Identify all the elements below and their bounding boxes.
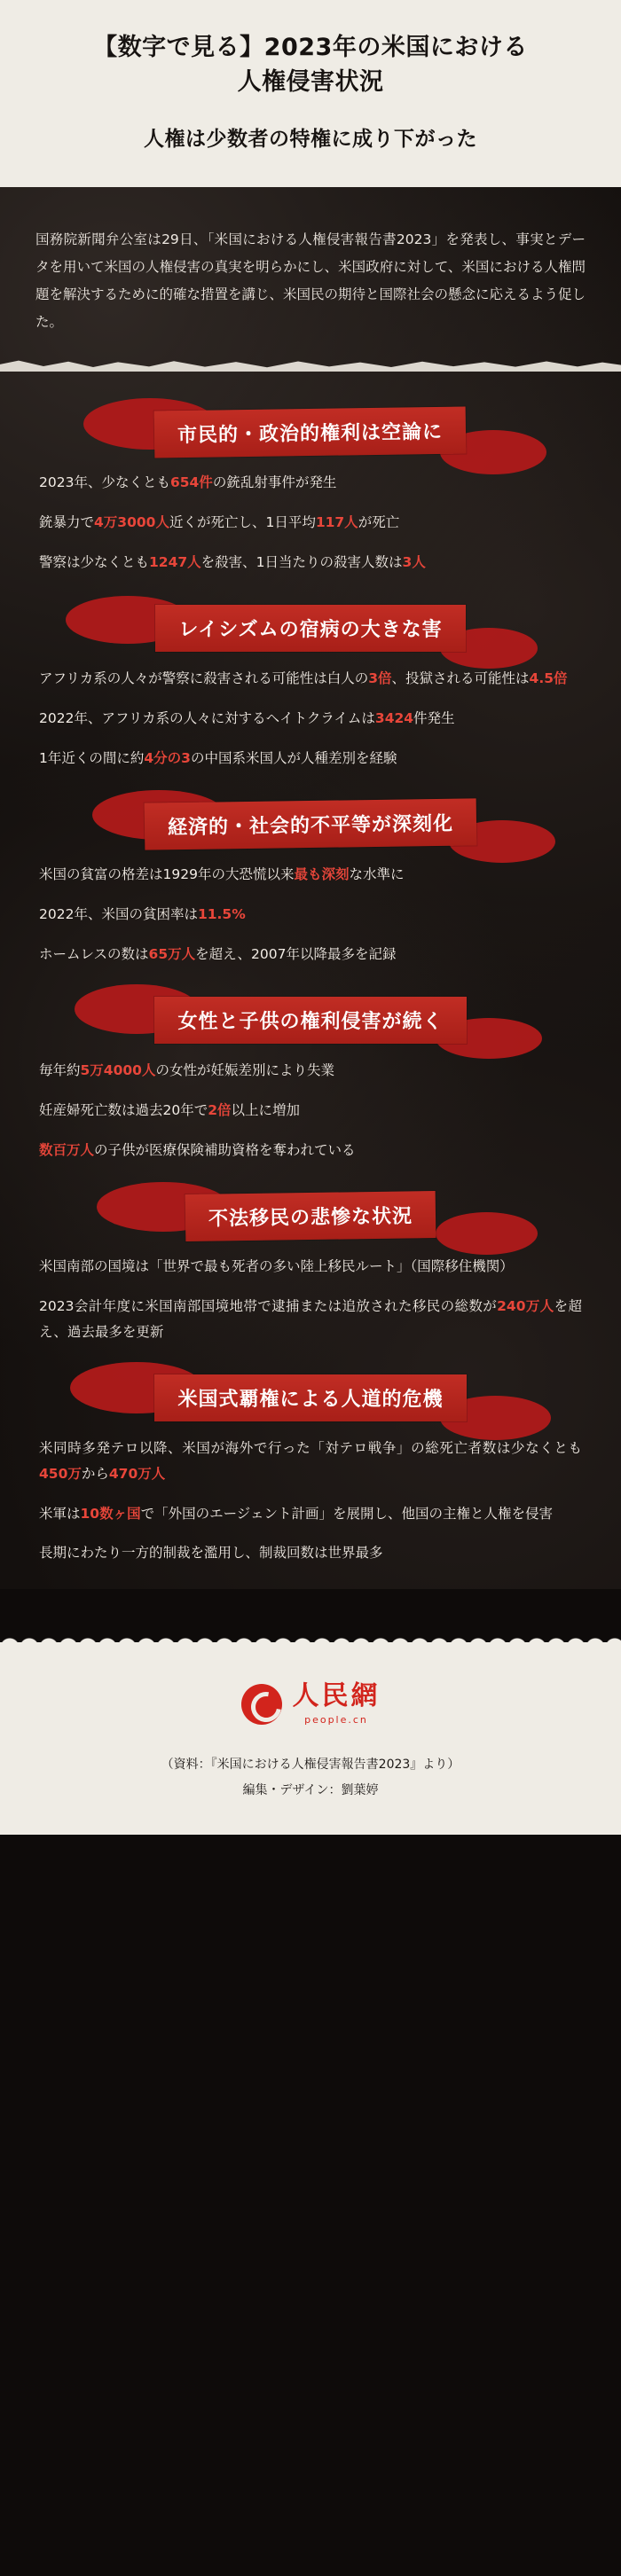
section-bullets bbox=[30, 666, 591, 771]
list-item: 米国の貧富の格差は1929年の大恐慌以来最も深刻な水準に bbox=[39, 866, 405, 883]
brand-text bbox=[292, 1680, 381, 1726]
list-item: 1年近くの間に約4分の3の中国系米国人が人種差別を経験 bbox=[39, 749, 397, 766]
list-item: 2023年、少なくとも654件の銃乱射事件が発生 bbox=[39, 474, 337, 491]
list-item: 銃暴力で4万3000人近くが死亡し、1日平均117人が死亡 bbox=[39, 513, 400, 530]
list-item: 妊産婦死亡数は過去20年で2倍以上に増加 bbox=[39, 1102, 301, 1118]
section-bullets bbox=[30, 470, 591, 575]
section-us-hegemony bbox=[30, 1374, 591, 1566]
list-item: 米軍は10数ヶ国で「外国のエージェント計画」を展開し、他国の主権と人権を侵害 bbox=[39, 1505, 553, 1522]
section-banner-wrap bbox=[30, 1193, 591, 1240]
highlight-value: 11.5% bbox=[197, 905, 246, 922]
list-item: 米国南部の国境は「世界で最も死者の多い陸上移民ルート」（国際移住機関） bbox=[39, 1258, 514, 1275]
highlight-value: 4分の3 bbox=[144, 749, 191, 766]
highlight-value: 10数ヶ国 bbox=[80, 1505, 141, 1522]
highlight-value: 数百万人 bbox=[39, 1141, 95, 1158]
page-title bbox=[35, 30, 586, 99]
section-banner-title: レイシズムの宿病の大きな害 bbox=[155, 605, 465, 652]
highlight-value: 240万人 bbox=[497, 1298, 554, 1315]
section-banner-wrap bbox=[30, 409, 591, 456]
list-item: 2022年、アフリカ系の人々に対するヘイトクライムは3424件発生 bbox=[39, 709, 455, 726]
section-banner-title: 経済的・社会的不平等が深刻化 bbox=[145, 799, 477, 850]
page-title-line1: 【数字で見る】2023年の米国における bbox=[93, 34, 528, 61]
page-title-line2: 人権侵害状況 bbox=[237, 68, 384, 97]
section-bullets bbox=[30, 862, 591, 967]
section-bullets bbox=[30, 1436, 591, 1566]
source-note: （資料：『米国における人権侵害報告書2023』より） bbox=[161, 1758, 460, 1773]
header-section bbox=[0, 0, 621, 187]
list-item: 2023会計年度に米国南部国境地帯で逮捕または追放された移民の総数が240万人を超え、過去最多を更新 bbox=[39, 1298, 582, 1340]
highlight-value: 3人 bbox=[402, 553, 426, 570]
section-banner-wrap bbox=[30, 997, 591, 1044]
credit-note: 編集・デザイン：劉葉婷 bbox=[242, 1783, 379, 1798]
highlight-value: 5万4000人 bbox=[80, 1062, 156, 1079]
people-cn-logo-icon bbox=[241, 1684, 282, 1725]
highlight-value: 450万 bbox=[39, 1466, 82, 1483]
brand-name-en: people.cn bbox=[304, 1714, 368, 1726]
footer-section bbox=[0, 1642, 621, 1835]
highlight-value: 2倍 bbox=[208, 1102, 232, 1118]
section-banner-title: 市民的・政治的権利は空論に bbox=[154, 407, 467, 458]
list-item: アフリカ系の人々が警察に殺害される可能性は白人の3倍、投獄される可能性は4.5倍 bbox=[39, 670, 568, 687]
highlight-value: 3424 bbox=[374, 709, 414, 726]
section-bullets bbox=[30, 1058, 591, 1163]
highlight-value: 654件 bbox=[169, 474, 213, 491]
list-item: 毎年約5万4000人の女性が妊娠差別により失業 bbox=[39, 1062, 334, 1079]
list-item: 米同時多発テロ以降、米国が海外で行った「対テロ戦争」の総死亡者数は少なくとも450万から470万人 bbox=[39, 1440, 582, 1483]
list-item: ホームレスの数は65万人を超え、2007年以降最多を記録 bbox=[39, 945, 397, 962]
list-item: 数百万人の子供が医療保険補助資格を奪われている bbox=[39, 1141, 356, 1158]
section-racism bbox=[30, 605, 591, 771]
brand-logo bbox=[35, 1680, 586, 1726]
section-bullets bbox=[30, 1254, 591, 1344]
highlight-value: 4.5倍 bbox=[529, 670, 568, 687]
list-item: 長期にわたり一方的制裁を濫用し、制裁回数は世界最多 bbox=[39, 1545, 383, 1562]
brand-name-cn: 人民網 bbox=[292, 1680, 381, 1712]
highlight-value: 4万3000人 bbox=[94, 513, 169, 530]
section-banner-wrap bbox=[30, 605, 591, 652]
highlight-value: 65万人 bbox=[148, 945, 196, 962]
section-banner-wrap bbox=[30, 1374, 591, 1421]
highlight-value: 1247人 bbox=[149, 553, 201, 570]
section-civil-political-rights bbox=[30, 409, 591, 575]
highlight-value: 117人 bbox=[315, 513, 358, 530]
section-women-children-rights bbox=[30, 997, 591, 1163]
intro-paragraph: 国務院新聞弁公室は29日、「米国における人権侵害報告書2023」を発表し、事実とデータを用いて米国の人権侵害の真実を明らかにし、米国政府に対して、米国における人権問題を解決するために的確な措置を講じ、米国民の期待と国際社会の懸念に応えるよう促した。 bbox=[35, 231, 586, 331]
highlight-value: 3倍 bbox=[368, 670, 392, 687]
highlight-value: 470万人 bbox=[108, 1466, 166, 1483]
paint-splat-icon bbox=[436, 1212, 538, 1255]
page-subtitle: 人権は少数者の特権に成り下がった bbox=[144, 128, 477, 152]
section-banner-wrap bbox=[30, 801, 591, 848]
list-item: 2022年、米国の貧困率は11.5% bbox=[39, 905, 246, 922]
list-item: 警察は少なくとも1247人を殺害、1日当たりの殺害人数は3人 bbox=[39, 553, 426, 570]
content-body bbox=[0, 187, 621, 1589]
section-economic-social-inequality bbox=[30, 801, 591, 967]
torn-paper-divider bbox=[0, 356, 621, 379]
section-banner-title: 女性と子供の権利侵害が続く bbox=[154, 997, 466, 1044]
section-banner-title: 米国式覇権による人道的危機 bbox=[154, 1374, 466, 1421]
section-banner-title: 不法移民の悲惨な状況 bbox=[185, 1191, 436, 1241]
highlight-value: 最も深刻 bbox=[294, 866, 350, 883]
section-illegal-immigration bbox=[30, 1193, 591, 1344]
